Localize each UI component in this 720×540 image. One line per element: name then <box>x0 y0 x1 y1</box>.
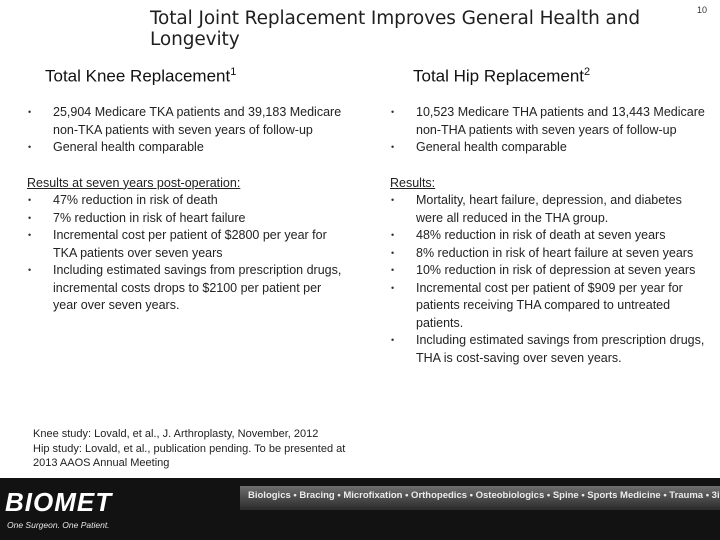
knee-result-text: Incremental cost per patient of $2800 per year for TKA patients over seven years <box>53 228 327 260</box>
list-item <box>390 280 705 333</box>
hip-result-text: 10% reduction in risk of depression at seven years <box>416 263 696 277</box>
bullet-icon: • <box>28 107 32 117</box>
list-item <box>27 104 347 139</box>
list-item <box>27 227 347 262</box>
hip-column <box>390 104 705 367</box>
hip-result-text: Incremental cost per patient of $909 per year for patients receiving THA compared to untreated patients. <box>416 280 683 330</box>
hip-citation: Hip study: Lovald, et al., publication pending. To be presented at 2013 AAOS Annual Meeting <box>33 442 346 469</box>
knee-results-list <box>27 192 347 315</box>
citations <box>33 427 363 471</box>
list-item <box>390 245 705 263</box>
knee-citation: Knee study: Lovald, et al., J. Arthroplasty, November, 2012 <box>33 428 319 440</box>
list-item <box>27 210 347 228</box>
hip-heading-footnote: 2 <box>584 66 591 78</box>
footer-segments: Biologics • Bracing • Microfixation • Orthopedics • Osteobiologics • Spine • Sports Medicine • Trauma • 3i <box>248 490 720 501</box>
page-number: 10 <box>697 5 708 15</box>
bullet-icon: • <box>28 230 32 240</box>
list-item <box>390 332 705 367</box>
hip-results-list <box>390 192 705 367</box>
bullet-icon: • <box>391 282 395 293</box>
slide-title: Total Joint Replacement Improves General Health and Longevity <box>150 8 641 50</box>
hip-heading-text: Total Hip Replacement <box>413 66 585 86</box>
bullet-icon: • <box>391 247 395 258</box>
knee-bullet-text: 25,904 Medicare TKA patients and 39,183 Medicare non-TKA patients with seven years of follow-up <box>53 105 342 137</box>
bullet-icon: • <box>391 107 395 117</box>
bullet-icon: • <box>391 265 395 275</box>
list-item <box>390 227 705 245</box>
hip-result-text: Mortality, heart failure, depression, and diabetes were all reduced in the THA group. <box>416 193 682 225</box>
hip-result-text: 48% reduction in risk of death at seven years <box>416 228 666 242</box>
bullet-icon: • <box>28 212 32 223</box>
hip-results-heading: Results: <box>390 175 436 190</box>
knee-bullet-list <box>27 104 347 157</box>
hip-result-text: Including estimated savings from prescription drugs, THA is cost-saving over seven years. <box>416 333 705 365</box>
knee-result-text: 7% reduction in risk of heart failure <box>53 210 246 225</box>
bullet-icon: • <box>391 195 395 205</box>
hip-bullet-list <box>390 104 705 157</box>
hip-result-text: 8% reduction in risk of heart failure at seven years <box>416 245 694 260</box>
list-item <box>390 104 705 139</box>
bullet-icon: • <box>391 230 395 240</box>
knee-results-heading: Results at seven years post-operation: <box>27 175 241 190</box>
knee-bullet-text: General health comparable <box>53 140 204 154</box>
knee-result-text: Including estimated savings from prescription drugs, incremental costs drops to $2100 per patient per year over seven years. <box>53 263 342 312</box>
hip-bullet-text: 10,523 Medicare THA patients and 13,443 Medicare non-THA patients with seven years of follow-up <box>416 105 705 137</box>
hip-bullet-text: General health comparable <box>416 140 567 154</box>
logo-tagline: One Surgeon. One Patient. <box>7 520 110 530</box>
bullet-icon: • <box>28 265 32 275</box>
knee-heading-text: Total Knee Replacement <box>45 66 231 86</box>
list-item <box>27 139 347 157</box>
bullet-icon: • <box>391 335 395 345</box>
knee-column <box>27 104 347 315</box>
bullet-icon: • <box>391 142 395 152</box>
biomet-logo: BIOMET <box>5 487 113 517</box>
bullet-icon: • <box>28 195 32 205</box>
knee-result-text: 47% reduction in risk of death <box>53 193 218 207</box>
list-item <box>390 262 705 280</box>
list-item <box>390 139 705 157</box>
hip-heading <box>413 66 590 87</box>
knee-heading-footnote: 1 <box>230 66 237 78</box>
footer-bar <box>0 478 720 540</box>
bullet-icon: • <box>28 142 32 152</box>
list-item <box>27 192 347 210</box>
list-item <box>390 192 705 227</box>
knee-heading <box>45 66 236 87</box>
list-item <box>27 262 347 315</box>
